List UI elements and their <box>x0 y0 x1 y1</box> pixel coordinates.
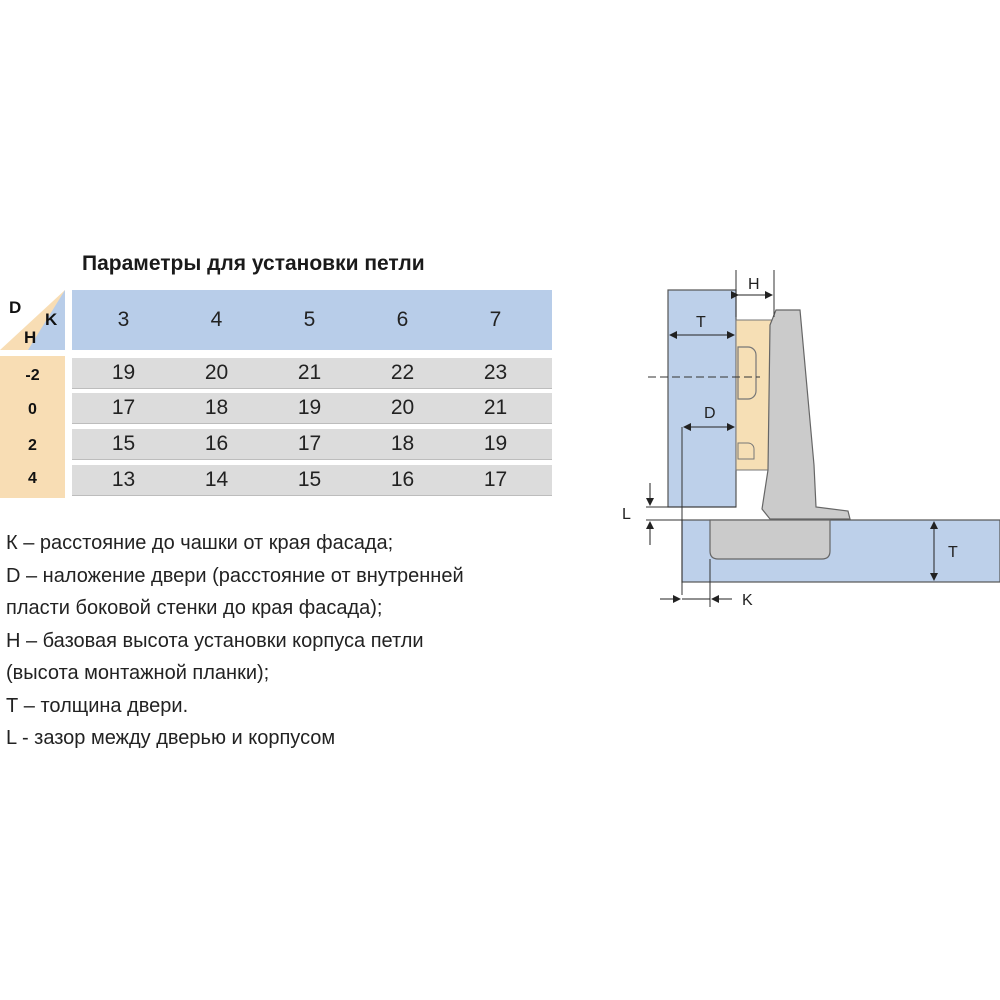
plate-screw-slot <box>738 347 756 399</box>
table-cell: 17 <box>297 432 322 455</box>
table-row <box>72 429 552 460</box>
k-value: 6 <box>396 308 409 331</box>
table-cell: 21 <box>483 396 508 419</box>
h-value: 2 <box>28 437 37 454</box>
table-cell: 19 <box>483 432 508 455</box>
table-cell: 18 <box>204 396 229 419</box>
k-header-row <box>72 290 552 350</box>
legend-line: (высота монтажной планки); <box>6 662 270 684</box>
table-cell: 13 <box>111 468 136 491</box>
table-cell: 22 <box>390 361 415 384</box>
d-dim-label: D <box>704 405 716 422</box>
legend-line: пласти боковой стенки до края фасада); <box>6 597 383 619</box>
table-cell: 15 <box>111 432 136 455</box>
h-dim-label: H <box>748 276 760 293</box>
table-cell: 16 <box>204 432 229 455</box>
table-cell: 14 <box>204 468 229 491</box>
legend-line: Т – толщина двери. <box>6 694 189 717</box>
k-value: 5 <box>303 308 316 331</box>
table-cell: 19 <box>297 396 322 419</box>
table-cell: 15 <box>297 468 322 491</box>
corner-label-k: K <box>45 310 58 329</box>
table-corner-cell <box>0 290 65 350</box>
corner-label-d: D <box>9 298 22 317</box>
hinge-diagram <box>610 265 1000 615</box>
k-dim-label: K <box>742 592 753 609</box>
legend-line: Н – базовая высота установки корпуса петли <box>6 629 424 652</box>
t-right-dim-label: T <box>948 544 958 561</box>
table-cell: 16 <box>390 468 415 491</box>
legend-line: L - зазор между дверью и корпусом <box>6 727 336 749</box>
page-title: Параметры для установки петли <box>82 252 425 275</box>
k-value: 7 <box>489 308 502 331</box>
hinge-cup <box>710 520 830 559</box>
corner-label-h: H <box>24 328 37 347</box>
table-row <box>72 465 552 496</box>
table-cell: 18 <box>390 432 415 455</box>
h-column <box>0 356 65 498</box>
l-dim-label: L <box>622 506 631 523</box>
table-cell: 17 <box>483 468 508 491</box>
legend-line: D – наложение двери (расстояние от внутренней <box>6 564 464 587</box>
h-value: 0 <box>28 401 37 418</box>
table-cell: 20 <box>390 396 415 419</box>
hinge-arm <box>762 310 850 519</box>
k-value: 3 <box>117 308 130 331</box>
t-top-dim-label: T <box>696 314 706 331</box>
table-row <box>72 393 552 424</box>
table-cell: 20 <box>204 361 229 384</box>
h-value: -2 <box>25 367 40 384</box>
legend-line: К – расстояние до чашки от края фасада; <box>6 532 394 554</box>
plate-lower-slot <box>738 443 754 459</box>
k-value: 4 <box>210 308 223 331</box>
table-cell: 19 <box>111 361 136 384</box>
table-cell: 21 <box>297 361 322 384</box>
table-row <box>72 358 552 389</box>
h-value: 4 <box>28 470 37 487</box>
legend-text <box>6 527 566 755</box>
table-cell: 17 <box>111 396 136 419</box>
hinge-diagram-svg <box>610 265 1000 615</box>
table-cell: 23 <box>483 361 508 384</box>
